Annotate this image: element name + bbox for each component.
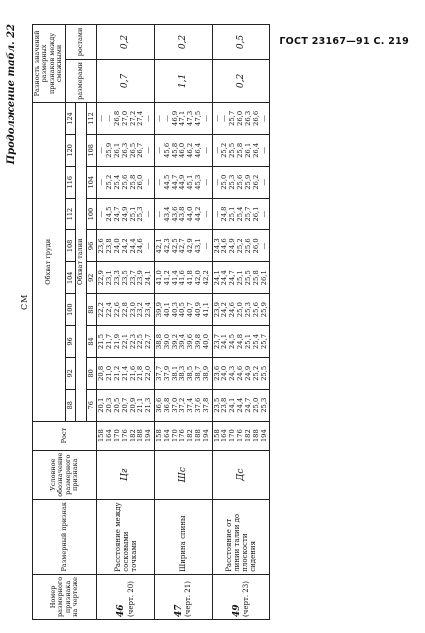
row-number-value: 46 [116, 604, 127, 617]
value-column: — 24,5 24,7 24,9 25,1 25,3 — [97, 198, 155, 230]
header-height: Рост [33, 421, 97, 450]
table-body [97, 25, 270, 620]
diff-size-value: 1,1 [154, 60, 212, 103]
header-waist-group: Обхват талии [76, 102, 86, 421]
row-number [212, 574, 270, 619]
waist-header-76: 76 [86, 389, 96, 421]
feature-name: Расстояние между сосковыми точками [97, 499, 155, 574]
value-column: 23,9 24,2 24,6 25,0 25,3 25,6 25,9 [212, 294, 270, 326]
value-column: — — 26,8 27,0 27,2 27,4 — [97, 102, 155, 134]
height-values: 158 164 170 176 182 188 194 [212, 421, 270, 450]
value-column: — 25,2 25,5 25,8 26,1 26,4 — [212, 134, 270, 166]
value-column: — 25,0 25,3 25,6 25,9 26,2 — [212, 166, 270, 198]
waist-header-88: 88 [86, 294, 96, 326]
chest-header-104: 104 [65, 262, 75, 294]
drawing-reference: (черт. 23) [242, 581, 251, 617]
value-column: — 24,8 25,1 25,4 25,7 26,1 — [212, 198, 270, 230]
page-header: ГОСТ 23167—91 С. 219 [279, 36, 409, 47]
chest-header-100: 100 [65, 294, 75, 326]
value-column: 20,1 20,3 20,5 20,7 20,9 21,1 21,3 [97, 389, 155, 421]
value-column: 23,6 23,8 24,0 24,2 24,4 24,6 — [97, 230, 155, 262]
header-diff: Разность значений размерных признаков между смежными [33, 25, 66, 103]
chest-header-124: 124 [65, 102, 75, 134]
value-column: 21,5 21,7 21,9 22,1 22,3 22,5 22,7 [97, 326, 155, 358]
value-column: 20,8 21,0 21,2 21,4 21,6 21,8 22,0 [97, 357, 155, 389]
waist-header-92: 92 [86, 262, 96, 294]
height-values: 158 164 170 176 182 188 194 [154, 421, 212, 450]
feature-symbol: Шс [154, 450, 212, 499]
value-column: 42,1 42,3 42,5 42,7 42,9 43,1 — [154, 230, 212, 262]
chest-header-116: 116 [65, 166, 75, 198]
value-column: 23,5 23,8 24,1 24,4 24,7 25,0 25,3 [212, 389, 270, 421]
header-chest-group: Обхват груди [33, 102, 66, 421]
waist-header-100: 100 [86, 198, 96, 230]
value-column: 22,2 22,4 22,6 22,8 23,0 23,2 23,4 [97, 294, 155, 326]
value-column: — 44,5 44,7 44,9 45,1 45,3 — [154, 166, 212, 198]
chest-header-108: 108 [65, 230, 75, 262]
value-column: 36,6 36,8 37,0 37,2 37,4 37,6 37,8 [154, 389, 212, 421]
unit-label: СМ [20, 293, 29, 310]
waist-header-84: 84 [86, 326, 96, 358]
chest-header-112: 112 [65, 198, 75, 230]
table-row [97, 25, 155, 620]
value-column: — — 25,7 26,0 26,3 26,6 — [212, 102, 270, 134]
table-row [212, 25, 270, 620]
feature-name: Ширина спины [154, 499, 212, 574]
chest-header-92: 92 [65, 357, 75, 389]
chest-header-120: 120 [65, 134, 75, 166]
value-column: — 45,6 45,8 46,0 46,2 46,4 — [154, 134, 212, 166]
value-column: 38,8 39,0 39,2 39,4 39,6 39,8 40,0 [154, 326, 212, 358]
waist-header-80: 80 [86, 357, 96, 389]
value-column: 24,3 24,6 24,9 25,2 25,6 26,0 — [212, 230, 270, 262]
diff-size-value: 0,2 [212, 60, 270, 103]
diff-size-value: 0,7 [97, 60, 155, 103]
diff-height-value: 0,2 [97, 25, 155, 60]
value-column: 24,1 24,4 24,7 25,1 25,5 25,8 26,1 [212, 262, 270, 294]
row-number [154, 574, 212, 619]
diff-height-value: 0,5 [212, 25, 270, 60]
waist-header-104: 104 [86, 166, 96, 198]
waist-header-112: 112 [86, 102, 96, 134]
header-diff-heights: ростами [65, 25, 96, 60]
header-diff-sizes: размерами [65, 60, 96, 103]
row-number-value: 49 [231, 604, 242, 617]
table-row [154, 25, 212, 620]
value-column: 39,9 40,1 40,3 40,5 40,7 40,9 41,1 [154, 294, 212, 326]
row-number-value: 47 [174, 604, 185, 617]
chest-header-88: 88 [65, 389, 75, 421]
drawing-reference: (черт. 21) [184, 581, 193, 617]
value-column: 41,0 41,2 41,4 41,6 41,8 42,0 42,2 [154, 262, 212, 294]
value-column: — 25,9 26,1 26,3 26,5 26,7 — [97, 134, 155, 166]
value-column: — — 46,9 47,1 47,3 47,5 — [154, 102, 212, 134]
height-values: 158 164 170 176 182 188 194 [97, 421, 155, 450]
measurement-table [32, 24, 270, 620]
row-number [97, 574, 155, 619]
diff-height-value: 0,2 [154, 25, 212, 60]
feature-name: Расстояние от линии талии до плоскости сидения [212, 499, 270, 574]
value-column: 37,7 37,9 38,1 38,3 38,5 38,7 38,9 [154, 357, 212, 389]
table-continuation-title: Продолжение табл. 22 [6, 24, 17, 165]
feature-symbol: Цг [97, 450, 155, 499]
value-column: 23,6 24,0 24,3 24,6 24,9 25,2 25,5 [212, 357, 270, 389]
feature-symbol: Дс [212, 450, 270, 499]
value-column: 23,7 24,1 24,5 24,8 25,1 25,4 25,7 [212, 326, 270, 358]
drawing-reference: (черт. 20) [126, 581, 135, 617]
header-feature: Размерный признак [33, 499, 97, 574]
value-column: — 25,2 25,4 25,6 25,8 26,0 — [97, 166, 155, 198]
waist-header-108: 108 [86, 134, 96, 166]
rotated-table-region [6, 20, 405, 620]
value-column: 22,9 23,1 23,3 23,5 23,7 23,9 24,1 [97, 262, 155, 294]
chest-header-96: 96 [65, 326, 75, 358]
header-row-number: Номер размерного признака на чертеже [33, 574, 97, 619]
header-symbol: Условное обозначение размерного признака [33, 450, 97, 499]
waist-header-96: 96 [86, 230, 96, 262]
value-column: — 43,4 43,6 43,8 44,0 44,2 — [154, 198, 212, 230]
